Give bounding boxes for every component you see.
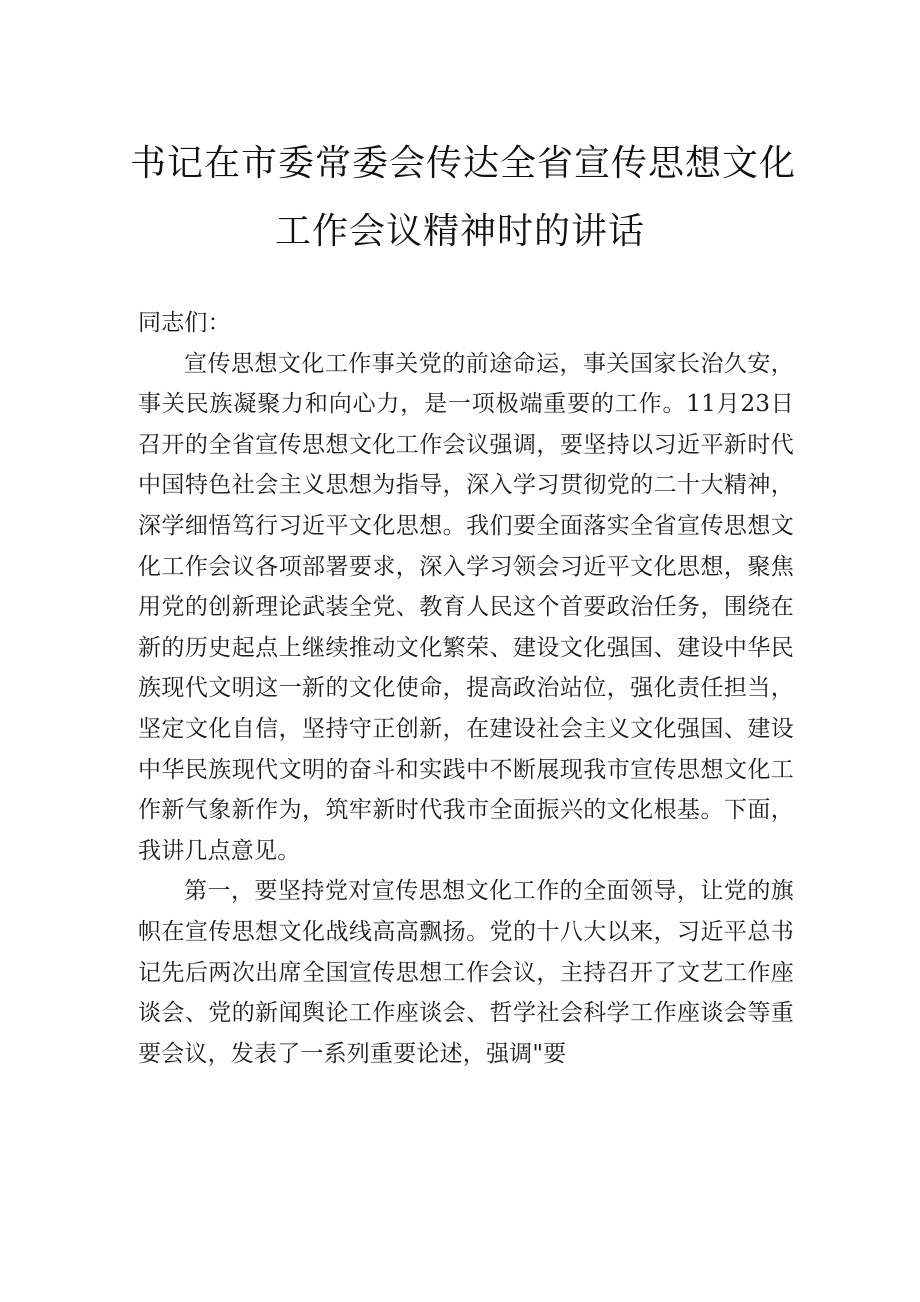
paragraph-line: 要会议，发表了一系列重要论述，强调"要 — [138, 1040, 567, 1067]
paragraph-line: 事关民族凝聚力和向心力，是一项极端重要的工作。11月23日 — [138, 391, 794, 418]
paragraph-1 — [138, 344, 794, 872]
paragraph-line: 谈会、党的新闻舆论工作座谈会、哲学社会科学工作座谈会等重 — [138, 1000, 794, 1027]
document-body — [138, 303, 794, 1074]
document-title — [130, 130, 797, 266]
title-line: 书记在市委常委会传达全省宣传思想文化 — [130, 143, 797, 184]
paragraph-line: 记先后两次出席全国宣传思想工作会议，主持召开了文艺工作座 — [138, 959, 794, 986]
paragraph-line: 中华民族现代文明的奋斗和实践中不断展现我市宣传思想文化工 — [138, 756, 794, 783]
paragraph-line: 召开的全省宣传思想文化工作会议强调，要坚持以习近平新时代 — [138, 431, 794, 458]
paragraph-line: 第一，要坚持党对宣传思想文化工作的全面领导，让党的旗 — [184, 878, 794, 905]
paragraph-line: 中国特色社会主义思想为指导，深入学习贯彻党的二十大精神， — [138, 472, 794, 499]
paragraph-line: 我讲几点意见。 — [138, 837, 301, 864]
paragraph-2 — [138, 871, 794, 1074]
paragraph-line: 化工作会议各项部署要求，深入学习领会习近平文化思想，聚焦 — [138, 553, 794, 580]
paragraph-line: 深学细悟笃行习近平文化思想。我们要全面落实全省宣传思想文 — [138, 512, 794, 539]
paragraph-line: 用党的创新理论武装全党、教育人民这个首要政治任务，围绕在 — [138, 594, 794, 621]
paragraph-line: 坚定文化自信，坚持守正创新，在建设社会主义文化强国、建设 — [138, 715, 794, 742]
paragraph-line: 帜在宣传思想文化战线高高飘扬。党的十八大以来，习近平总书 — [138, 918, 794, 945]
paragraph-line: 新的历史起点上继续推动文化繁荣、建设文化强国、建设中华民 — [138, 634, 794, 661]
paragraph-line: 作新气象新作为，筑牢新时代我市全面振兴的文化根基。下面， — [138, 797, 794, 824]
title-line: 工作会议精神时的讲话 — [274, 211, 645, 252]
paragraph-line: 族现代文明这一新的文化使命，提高政治站位，强化责任担当， — [138, 675, 794, 702]
paragraph-line: 宣传思想文化工作事关党的前途命运，事关国家长治久安， — [184, 350, 794, 377]
salutation: 同志们： — [138, 310, 231, 336]
